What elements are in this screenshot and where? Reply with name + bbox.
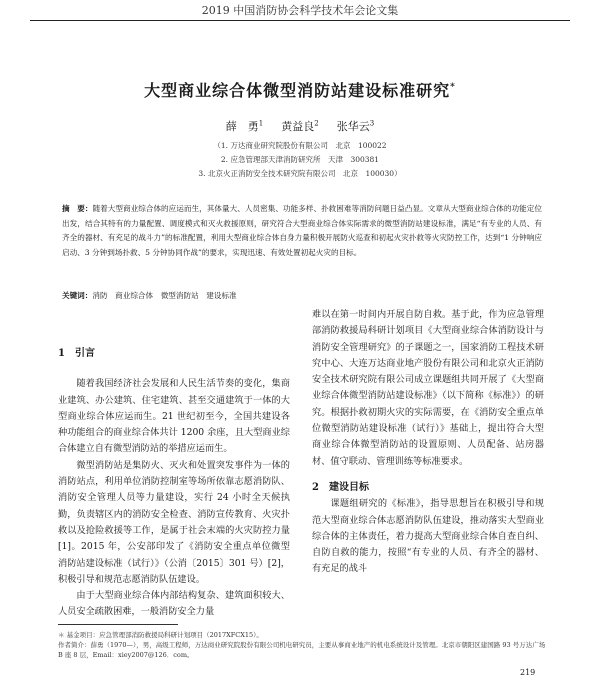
section-heading-goals: 2 建设目标 [312, 481, 369, 493]
author-list [0, 118, 600, 134]
affiliation-2: 2. 应急管理部天津消防研究所 天津 300381 [220, 155, 380, 164]
page-number: 219 [520, 668, 536, 677]
abstract-label: 摘 要： [62, 204, 93, 213]
keywords-text: 消防 商业综合体 微型消防站 建设标准 [92, 291, 237, 300]
footnote-rule [58, 624, 178, 625]
paper-title [0, 78, 600, 101]
body-paragraph: 由于大型商业综合体内部结构复杂、建筑面积较大、人员安全疏散困难，一般消防安全力量 [58, 590, 290, 618]
footnote-funding: ＊ 基金项目：应急管理部消防救援局科研计划项目（2017XFCX15）。 [58, 631, 263, 639]
author-2-sup: 2 [314, 119, 319, 128]
author-3: 张华云 [336, 120, 370, 133]
keywords [62, 290, 542, 301]
author-1: 薛 勇 [225, 120, 259, 133]
running-header: 2019 中国消防协会科学技术年会论文集 [201, 4, 399, 17]
left-column [58, 346, 290, 621]
body-paragraph: 微型消防站是集防火、灭火和处置突发事件为一体的消防站点，利用单位消防控制室等场所依靠志愿消防队、消防安全管理人员等力量建设，实行 24 小时全天候执勤，负责辖区内的消防安全检查、消防宣传教育、火灾扑救以及抢险救援等工作，是属于社会末端的火灾防控力量[1]。2015 年，公安部印发了《消防安全重点单位微型消防站建设标准（试行）》（公消〔2015〕301 号）[2]，积极引导和规范志愿消防队伍建设。 [58, 459, 290, 585]
footnotes [58, 630, 548, 660]
author-1-sup: 1 [258, 119, 264, 128]
body-paragraph: 课题组研究的《标准》，指导思想旨在积极引导和规范大型商业综合体志愿消防队伍建设，推动落实大型商业综合体的主体责任，着力提高大型商业综合体自查自纠、自防自救的能力，按照“有专业的人员、有齐全的器材、有充足的战斗 [312, 498, 544, 575]
header-rule [30, 20, 570, 21]
affiliation-1: （1. 万达商业研究院股份有限公司 北京 100022 [213, 141, 387, 150]
body-paragraph: 随着我国经济社会发展和人民生活节奏的变化，集商业建筑、办公建筑、住宅建筑、甚至交通建筑于一体的大型商业综合体应运而生。21 世纪初至今，全国共建设各种功能组合的商业综合体共计 1200 余座，且大型商业综合体建立自有微型消防站的举措应运而生。 [58, 378, 290, 455]
affiliation-3: 3. 北京火正消防安全技术研究院有限公司 北京 100030） [198, 169, 402, 178]
abstract-text: 随着大型商业综合体的应运而生，其体量大、人员密集、功能多样、扑救困难等消防问题日益凸显。文章从大型商业综合体的功能定位出发，结合其特有的力量配置、调度模式和灭火救援原则，研究符合大型商业综合体实际需求的微型消防站建设标准，满足“有专业的人员、有齐全的器材、有充足的战斗力”的标准配置，利用大型商业综合体自身力量积极开展防火巡查和初起火灾扑救等火灾防控工作，达到“1 分钟响应启动、3 分钟到场扑救、5 分钟协同作战”的要求，实现迅速、有效处置初起火灾的目标。 [62, 204, 542, 257]
body-paragraph: 难以在第一时间内开展自防自救。基于此，作为应急管理部消防救援局科研计划项目《大型商业综合体消防设计与消防安全管理研究》的子课题之一，国家消防工程技术研究中心、大连万达商业地产股份有限公司和北京火正消防安全技术研究院有限公司成立课题组共同开展了《大型商业综合体微型消防站建设标准》（以下简称《标准》）的研究。根据扑救初期火灾的实际需要，在《消防安全重点单位微型消防站建设标准（试行）》基础上，提出符合大型商业综合体微型消防站的设置原则、人员配备、站房器材、值守联动、管理训练等标准要求。 [312, 309, 544, 467]
footnote-author-bio: 作者简介：薛勇（1970—），男，高级工程师，万达商业研究院股份有限公司机电研究员，主要从事商业地产的机电系统设计及管理。北京市朝阳区建国路 93 号万达广场 B 座 8 层，Email：xiey2007@126．com。 [58, 641, 546, 659]
right-column [312, 307, 544, 578]
section-heading-intro: 1 引言 [58, 348, 95, 359]
abstract [62, 202, 542, 260]
paper-title-text: 大型商业综合体微型消防站建设标准研究 [144, 81, 451, 100]
title-footnote-mark: * [450, 82, 456, 93]
author-3-sup: 3 [369, 119, 375, 128]
keywords-label: 关键词： [62, 291, 93, 300]
author-2: 黄益良 [281, 120, 315, 133]
